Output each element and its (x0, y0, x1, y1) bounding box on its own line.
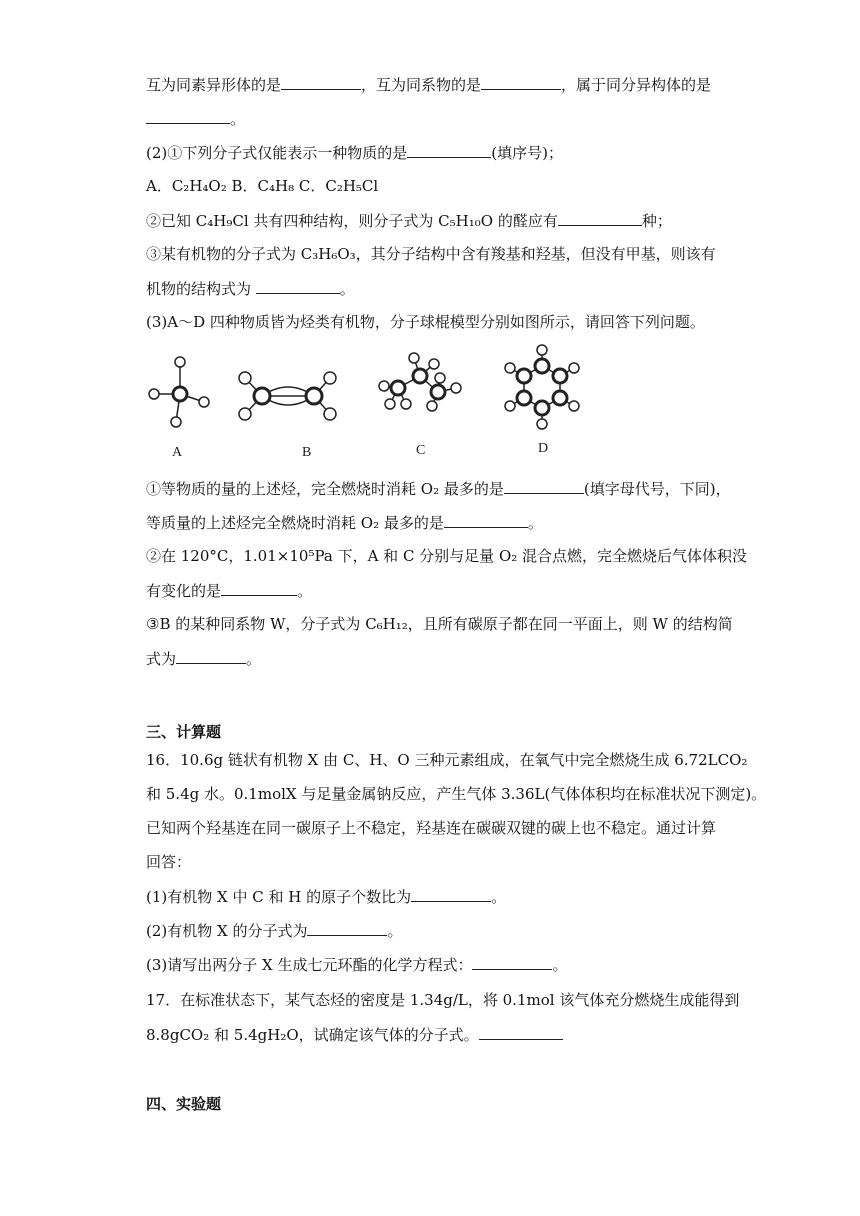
molecule-b (239, 372, 336, 420)
question-line (146, 74, 711, 95)
question-line (146, 512, 543, 533)
question-line: ③某有机物的分子式为 C₃H₆O₃，其分子结构中含有羧基和羟基，但没有甲基，则该有 (146, 245, 716, 263)
question-line: 已知两个羟基连在同一碳原子上不稳定，羟基连在碳碳双键的碳上也不稳定。通过计算 (146, 819, 717, 837)
answer-blank[interactable] (256, 278, 340, 294)
question-line: 17．在标准状态下，某气态烃的密度是 1.34g/L，将 0.1mol 该气体充分燃烧生成能得到 (146, 991, 740, 1009)
answer-blank[interactable] (407, 142, 491, 158)
question-line (146, 278, 355, 299)
text: (2)有机物 X 的分子式为 (146, 922, 308, 940)
text: 种； (641, 212, 672, 230)
text: 。 (527, 514, 543, 532)
text: 。 (491, 888, 507, 906)
text: ，属于同分异构体的是 (561, 76, 712, 94)
question-line (146, 580, 312, 601)
question-line: 和 5.4g 水。0.1molX 与足量金属钠反应，产生气体 3.36L(气体体积均在标准状况下测定)。 (146, 785, 767, 803)
section-heading: 三、计算题 (146, 723, 222, 741)
question-line: 16．10.6g 链状有机物 X 由 C、H、O 三种元素组成，在氧气中完全燃烧生成 6.72LCO₂ (146, 751, 748, 769)
figure-label: D (538, 441, 549, 456)
answer-blank[interactable] (411, 886, 491, 902)
text: ①等物质的量的上述烃，完全燃烧时消耗 O₂ 最多的是 (146, 480, 504, 498)
figure-label: C (416, 443, 426, 458)
question-line (146, 108, 245, 129)
text: 。 (552, 956, 568, 974)
text: (填序号)； (491, 144, 563, 162)
text: 。 (297, 582, 313, 600)
text: (填字母代号，下同)， (583, 480, 731, 498)
answer-blank[interactable] (307, 920, 387, 936)
text: ，互为同系物的是 (361, 76, 482, 94)
answer-blank[interactable] (558, 210, 642, 226)
question-line (146, 142, 563, 163)
text: 等质量的上述烃完全燃烧时消耗 O₂ 最多的是 (146, 514, 444, 532)
text: (1)有机物 X 中 C 和 H 的原子个数比为 (146, 888, 412, 906)
text: 机物的结构式为 (146, 280, 252, 298)
answer-blank[interactable] (281, 74, 361, 90)
text: 。 (387, 922, 403, 940)
text: 。 (339, 280, 355, 298)
answer-blank[interactable] (221, 580, 297, 596)
question-line (146, 1024, 563, 1045)
answer-blank[interactable] (444, 512, 528, 528)
question-line (146, 886, 506, 907)
text: ②已知 C₄H₉Cl 共有四种结构，则分子式为 C₅H₁₀O 的醛应有 (146, 212, 558, 230)
question-line (146, 920, 402, 941)
text: 8.8gCO₂ 和 5.4gH₂O，试确定该气体的分子式。 (146, 1026, 479, 1044)
question-line (146, 210, 672, 231)
molecule-d (505, 345, 579, 429)
text: (3)请写出两分子 X 生成七元环酯的化学方程式： (146, 956, 473, 974)
question-line (146, 648, 261, 669)
text: 式为 (146, 650, 177, 668)
answer-blank[interactable] (176, 648, 246, 664)
answer-blank[interactable] (504, 478, 584, 494)
figure-label: B (302, 445, 312, 460)
question-line: (3)A～D 四种物质皆为烃类有机物，分子球棍模型分别如图所示，请回答下列问题。 (146, 313, 705, 331)
answer-blank[interactable] (481, 74, 561, 90)
answer-blank[interactable] (479, 1024, 563, 1040)
question-line (146, 478, 731, 499)
question-line: 回答： (146, 853, 192, 871)
molecule-c (379, 353, 461, 411)
question-line: ③B 的某种同系物 W，分子式为 C₆H₁₂，且所有碳原子都在同一平面上，则 W 的结构简 (146, 615, 733, 633)
question-line: ②在 120°C，1.01×10⁵Pa 下，A 和 C 分别与足量 O₂ 混合点燃，完全燃烧后气体体积没 (146, 547, 748, 565)
answer-blank[interactable] (472, 954, 552, 970)
figure-label: A (172, 445, 183, 460)
molecule-a (149, 357, 209, 427)
text: 互为同素异形体的是 (146, 76, 282, 94)
question-line (146, 954, 567, 975)
section-heading: 四、实验题 (146, 1095, 222, 1113)
ball-stick-models-figure (140, 338, 600, 468)
answer-blank[interactable] (146, 108, 230, 124)
text: 。 (246, 650, 262, 668)
text: 。 (230, 110, 246, 128)
options-line: A．C₂H₄O₂ B．C₄H₈ C．C₂H₅Cl (146, 177, 379, 195)
text: 有变化的是 (146, 582, 222, 600)
text: (2)①下列分子式仅能表示一种物质的是 (146, 144, 408, 162)
